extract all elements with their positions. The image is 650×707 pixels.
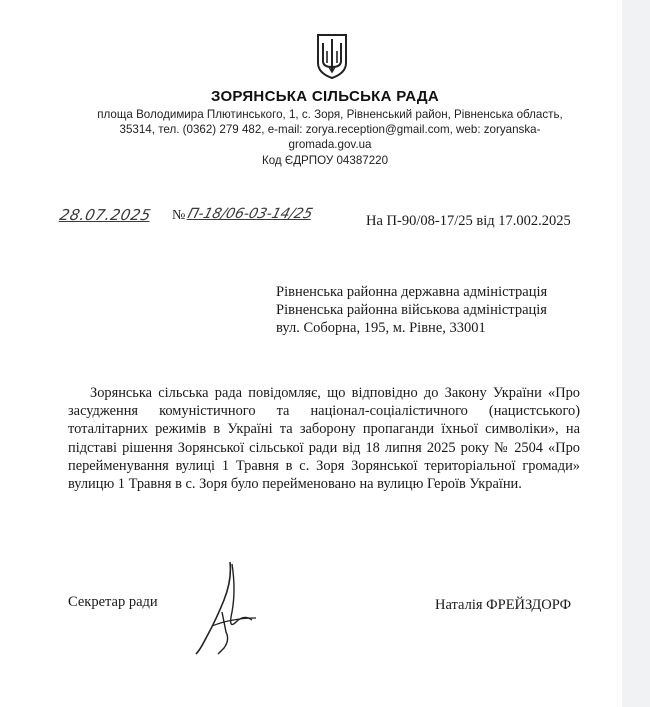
handwritten-signature-icon <box>192 560 262 655</box>
letter-body: Зорянська сільська рада повідомляє, що відповідно до Закону України «Про засудження комуністичного та націонал-соціалістичного (нацистського) тоталітарних режимів в Україні та заборону пропаганди їхньої символіки», на підставі рішення Зорянської сільської ради від 18 липня 2025 року № 2504 «Про перейменування вулиці 1 Травня в с. Зоря Зорянської територіальної громади» вулицю 1 Травня в с. Зоря було перейменовано на вулицю Героїв України. <box>68 385 580 493</box>
organization-address <box>70 107 590 152</box>
address-line: gromada.gov.ua <box>288 138 372 151</box>
recipient-line: Рівненська районна військова адміністрація <box>276 302 547 318</box>
recipient-line: Рівненська районна державна адміністрація <box>276 284 548 300</box>
reference-number: На П-90/08-17/25 від 17.002.2025 <box>366 213 571 229</box>
signatory-name: Наталія ФРЕЙЗДОРФ <box>435 597 572 613</box>
address-line: 35314, тел. (0362) 279 482, e-mail: zorya.reception@gmail.com, web: zoryanska- <box>119 123 541 136</box>
trident-coat-of-arms-icon <box>315 33 349 79</box>
handwritten-registration-number: П-18/06-03-14/25 <box>185 206 315 222</box>
organization-name: ЗОРЯНСЬКА СІЛЬСЬКА РАДА <box>210 88 440 105</box>
recipient-block <box>276 283 547 337</box>
recipient-line: вул. Соборна, 195, м. Рівне, 33001 <box>276 320 486 336</box>
address-line: площа Володимира Плютинського, 1, с. Зоря, Рівненський район, Рівненська область, <box>97 108 563 121</box>
signatory-title: Секретар ради <box>68 594 158 610</box>
viewer-margin <box>622 0 650 707</box>
edrpou-code: Код ЄДРПОУ 04387220 <box>261 154 389 167</box>
number-sign: № <box>172 208 186 223</box>
handwritten-date: 28.07.2025 <box>58 206 153 224</box>
